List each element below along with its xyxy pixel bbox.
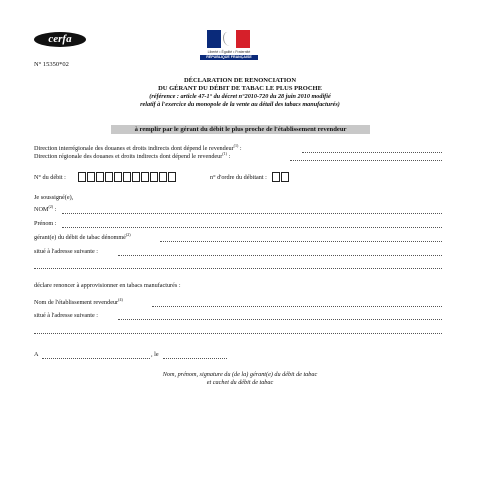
ordre-number-label: n° d'ordre du débitant : bbox=[210, 174, 267, 181]
signature-caption-line-2: et cachet du débit de tabac bbox=[206, 379, 274, 386]
date-label: , le bbox=[151, 351, 159, 358]
nom-field[interactable] bbox=[62, 213, 442, 214]
title-line-2: DU GÉRANT DU DÉBIT DE TABAC LE PLUS PROCHE bbox=[158, 85, 322, 92]
date-field[interactable] bbox=[163, 358, 227, 359]
gerant-label: gérant(e) du débit de tabac dénommé$^{(2)}$ bbox=[34, 232, 131, 242]
etablissement-label: Nom de l'établissement revendeur$^{(4)}$ bbox=[34, 297, 123, 307]
instruction-banner: à remplir par le gérant du débit le plus proche de l'établissement revendeur bbox=[111, 125, 370, 134]
form-number: N° 15350*02 bbox=[34, 61, 69, 68]
cerfa-logo: cerfa bbox=[34, 32, 86, 47]
title-line-3: (référence : article 47-1° du décret n°2010-720 du 28 juin 2010 modifié bbox=[149, 93, 331, 100]
title-line-1: DÉCLARATION DE RENONCIATION bbox=[183, 77, 297, 84]
nom-label: NOM$^{(2)}$ : bbox=[34, 204, 57, 214]
address-2-label: situé à l'adresse suivante : bbox=[34, 312, 99, 319]
etablissement-field[interactable] bbox=[152, 306, 442, 307]
direction-regionale-label: Direction régionale des douanes et droits indirects dont dépend le revendeur$^{(1)}$ : bbox=[34, 151, 231, 161]
signature-caption-line-1: Nom, prénom, signature du (de la) gérant(e) du débit de tabac bbox=[162, 371, 318, 378]
place-field[interactable] bbox=[42, 358, 150, 359]
address-1-field[interactable] bbox=[118, 255, 442, 256]
prenom-field[interactable] bbox=[62, 227, 442, 228]
soussigne-label: Je soussigné(e), bbox=[34, 194, 74, 201]
place-label: A bbox=[34, 351, 39, 358]
republic-banner: RÉPUBLIQUE FRANÇAISE bbox=[200, 55, 258, 60]
address-1-field-line-2[interactable] bbox=[34, 268, 442, 269]
marianne-logo bbox=[207, 30, 250, 48]
republic-motto: Liberté • Égalité • Fraternité bbox=[207, 50, 251, 54]
signature-area[interactable] bbox=[130, 392, 350, 452]
direction-interregionale-field[interactable] bbox=[302, 152, 442, 153]
declare-label: déclare renoncer à approvisionner en tabacs manufacturés : bbox=[34, 282, 181, 289]
prenom-label: Prénom : bbox=[34, 220, 57, 227]
debit-number-label: N° du débit : bbox=[34, 174, 66, 181]
direction-interregionale-label: Direction interrégionale des douanes et droits indirects dont dépend le revendeur$^{(1)}$ : bbox=[34, 143, 242, 153]
gerant-field[interactable] bbox=[160, 241, 442, 242]
title-line-4: relatif à l'exercice du monopole de la vente au détail des tabacs manufacturés) bbox=[140, 101, 340, 108]
address-2-field-line-2[interactable] bbox=[34, 333, 442, 334]
address-1-label: situé à l'adresse suivante : bbox=[34, 248, 99, 255]
address-2-field[interactable] bbox=[118, 319, 442, 320]
direction-regionale-field[interactable] bbox=[290, 160, 442, 161]
